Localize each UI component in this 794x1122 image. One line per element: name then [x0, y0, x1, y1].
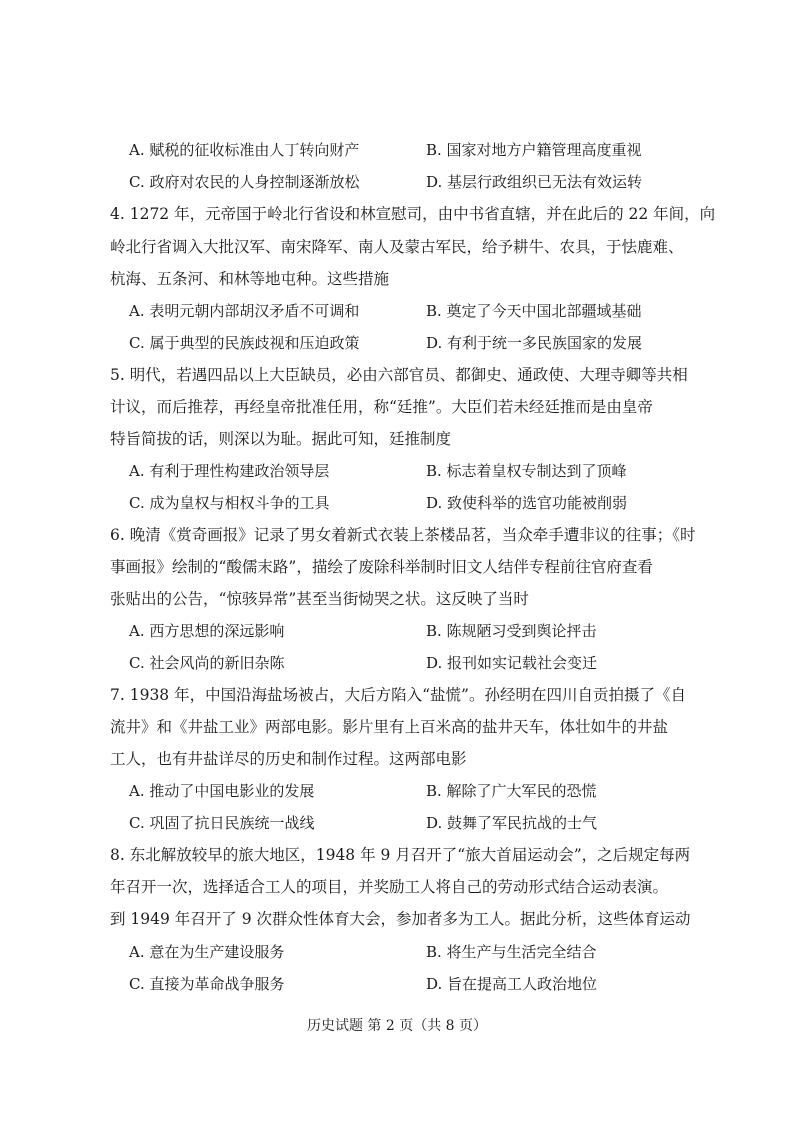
q6-options-row-2	[129, 651, 689, 675]
q6-option-a[interactable]: A. 西方思想的深远影响	[129, 622, 285, 640]
q5-option-d[interactable]: D. 致使科举的选官功能被削弱	[426, 494, 628, 512]
q8-stem-line-2: 年召开一次，选择适合工人的项目，并奖励工人将自己的劳动形式结合运动表演。	[110, 878, 669, 896]
q4-option-a[interactable]: A. 表明元朝内部胡汉矛盾不可调和	[129, 302, 360, 320]
q6-option-b[interactable]: B. 陈规陋习受到舆论抨击	[426, 622, 597, 640]
q8-options-row-1	[129, 940, 689, 964]
q7-options-row-1	[129, 779, 689, 803]
q7-options-row-2	[129, 811, 689, 835]
q4-stem-line-1: 4. 1272 年，元帝国于岭北行省设和林宣慰司，由中书省直辖，并在此后的 22 年间，向	[110, 205, 716, 223]
q5-option-a[interactable]: A. 有利于理性构建政治领导层	[129, 462, 330, 480]
q5-stem-line-1: 5. 明代，若遇四品以上大臣缺员，必由六部官员、都御史、通政使、大理寺卿等共相	[110, 366, 688, 384]
q6-option-c[interactable]: C. 社会风尚的新旧杂陈	[129, 654, 285, 672]
q5-option-c[interactable]: C. 成为皇权与相权斗争的工具	[129, 494, 330, 512]
q3-option-c[interactable]: C. 政府对农民的人身控制逐渐放松	[129, 173, 360, 191]
q5-options-row-1	[129, 459, 689, 483]
q5-stem-line-2: 计议，而后推荐，再经皇帝批准任用，称“廷推”。大臣们若未经廷推而是由皇帝	[110, 398, 653, 416]
q4-option-d[interactable]: D. 有利于统一多民族国家的发展	[426, 334, 643, 352]
q5-options-row-2	[129, 491, 689, 515]
q8-option-c[interactable]: C. 直接为革命战争服务	[129, 975, 285, 993]
q6-stem-line-3: 张贴出的公告，“惊骇异常”甚至当街恸哭之状。这反映了当时	[110, 590, 529, 608]
q7-stem-line-3: 工人，也有井盐详尽的历史和制作过程。这两部电影	[110, 750, 467, 768]
q6-option-d[interactable]: D. 报刊如实记载社会变迁	[426, 654, 598, 672]
q4-options-row-2	[129, 331, 689, 355]
q4-options-row-1	[129, 299, 689, 323]
q8-stem-line-1: 8. 东北解放较早的旅大地区，1948 年 9 月召开了“旅大首届运动会”，之后规定每两	[110, 846, 691, 864]
q4-stem-line-2: 岭北行省调入大批汉军、南宋降军、南人及蒙古军民，给予耕牛、农具，于怯鹿难、	[110, 238, 684, 256]
q7-option-a[interactable]: A. 推动了中国电影业的发展	[129, 782, 315, 800]
q6-stem-line-2: 事画报》绘制的“酸儒末路”，描绘了废除科举制时旧文人结伴专程前往官府查看	[110, 558, 653, 576]
q6-stem-line-1: 6. 晚清《赏奇画报》记录了男女着新式衣装上茶楼品茗，当众牵手遭非议的往事；《时	[110, 526, 696, 544]
q4-stem-line-3: 杭海、五条河、和林等地屯种。这些措施	[110, 270, 390, 288]
q3-option-b[interactable]: B. 国家对地方户籍管理高度重视	[426, 141, 642, 159]
q3-option-d[interactable]: D. 基层行政组织已无法有效运转	[426, 173, 643, 191]
q7-stem-line-2: 流井》和《井盐工业》两部电影。影片里有上百米高的盐井天车，体壮如牛的井盐	[110, 718, 669, 736]
q3-options-row-1	[129, 138, 689, 162]
q3-options-row-2	[129, 170, 689, 194]
q7-option-b[interactable]: B. 解除了广大军民的恐慌	[426, 782, 597, 800]
q5-option-b[interactable]: B. 标志着皇权专制达到了顶峰	[426, 462, 627, 480]
page-footer: 历史试题 第 2 页（共 8 页）	[306, 1018, 488, 1034]
q8-stem-line-3: 到 1949 年召开了 9 次群众性体育大会，参加者多为工人。据此分析，这些体育运动	[110, 910, 691, 928]
q6-options-row-1	[129, 619, 689, 643]
q8-option-d[interactable]: D. 旨在提高工人政治地位	[426, 975, 598, 993]
q8-option-b[interactable]: B. 将生产与生活完全结合	[426, 943, 597, 961]
q8-options-row-2	[129, 972, 689, 996]
q3-option-a[interactable]: A. 赋税的征收标准由人丁转向财产	[129, 141, 360, 159]
q5-stem-line-3: 特旨简拔的话，则深以为耻。据此可知，廷推制度	[110, 430, 452, 448]
q7-option-c[interactable]: C. 巩固了抗日民族统一战线	[129, 814, 315, 832]
q4-option-b[interactable]: B. 奠定了今天中国北部疆域基础	[426, 302, 642, 320]
q8-option-a[interactable]: A. 意在为生产建设服务	[129, 943, 285, 961]
q7-stem-line-1: 7. 1938 年，中国沿海盐场被占，大后方陷入“盐慌”。孙经明在四川自贡拍摄了《自	[110, 686, 686, 704]
q4-option-c[interactable]: C. 属于典型的民族歧视和压迫政策	[129, 334, 360, 352]
q7-option-d[interactable]: D. 鼓舞了军民抗战的士气	[426, 814, 598, 832]
